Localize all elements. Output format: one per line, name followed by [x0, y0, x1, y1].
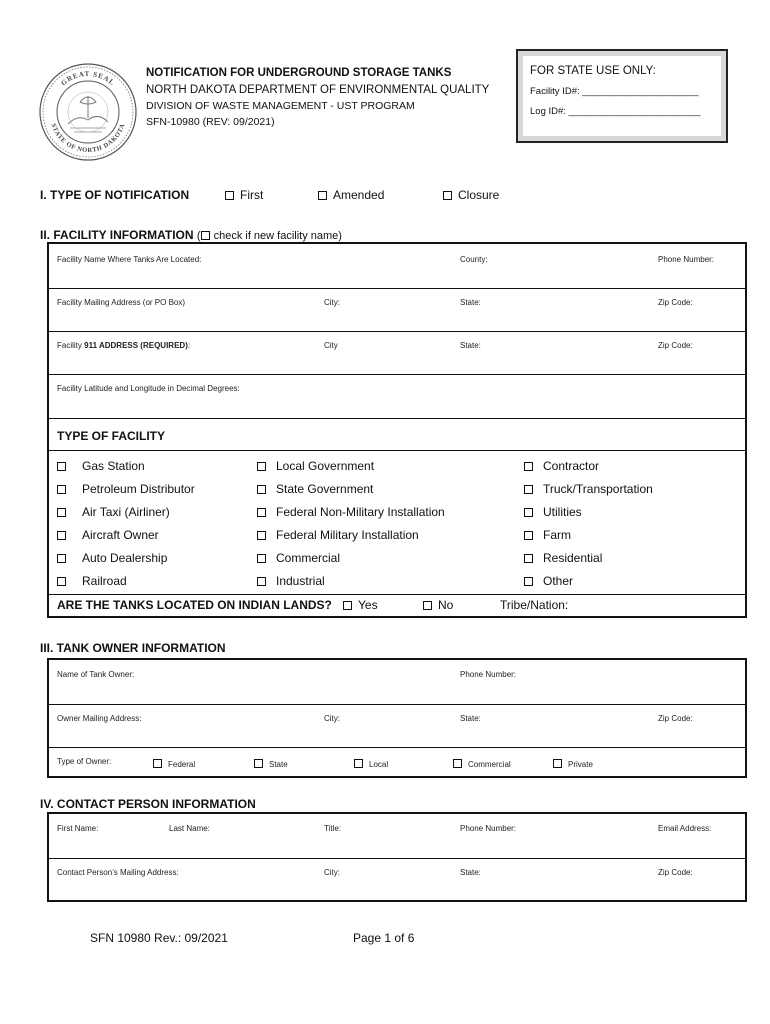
- contact-city-label: City:: [324, 868, 340, 877]
- section-contact-person: IV. CONTACT PERSON INFORMATION: [40, 797, 256, 811]
- owner-type-federal[interactable]: Federal: [153, 759, 195, 769]
- owner-type-private[interactable]: Private: [553, 759, 593, 769]
- checkbox[interactable]: [254, 759, 263, 768]
- facility-type-option[interactable]: Federal Military Installation: [257, 524, 445, 547]
- facility-type-option[interactable]: Railroad: [57, 570, 195, 593]
- form-title: NOTIFICATION FOR UNDERGROUND STORAGE TANKS: [146, 67, 452, 79]
- county-label: County:: [460, 255, 488, 264]
- owner-mailing-label: Owner Mailing Address:: [57, 714, 142, 723]
- type-of-facility-title: TYPE OF FACILITY: [57, 429, 166, 443]
- facility-type-option[interactable]: Air Taxi (Airliner): [57, 501, 195, 524]
- checkbox[interactable]: [57, 531, 66, 540]
- state-use-title: FOR STATE USE ONLY:: [530, 65, 656, 77]
- indian-lands-question: ARE THE TANKS LOCATED ON INDIAN LANDS?: [57, 598, 332, 612]
- checkbox[interactable]: [524, 508, 533, 517]
- notification-closure[interactable]: Closure: [443, 188, 499, 202]
- checkbox[interactable]: [354, 759, 363, 768]
- checkbox[interactable]: [524, 577, 533, 586]
- checkbox[interactable]: [257, 508, 266, 517]
- no-checkbox[interactable]: [423, 601, 432, 610]
- checkbox[interactable]: [257, 462, 266, 471]
- checkbox[interactable]: [524, 485, 533, 494]
- closure-checkbox[interactable]: [443, 191, 452, 200]
- checkbox[interactable]: [57, 554, 66, 563]
- checkbox[interactable]: [257, 531, 266, 540]
- facility-type-option[interactable]: Contractor: [524, 455, 653, 478]
- facility-type-option[interactable]: Residential: [524, 547, 653, 570]
- footer-page-number: Page 1 of 6: [353, 931, 415, 945]
- facility-type-col3: [524, 455, 653, 593]
- facility-type-option[interactable]: Other: [524, 570, 653, 593]
- division-name: DIVISION OF WASTE MANAGEMENT - UST PROGRAM: [146, 100, 415, 112]
- facility-type-option[interactable]: Federal Non-Military Installation: [257, 501, 445, 524]
- first-checkbox[interactable]: [225, 191, 234, 200]
- checkbox[interactable]: [257, 577, 266, 586]
- owner-type-local[interactable]: Local: [354, 759, 388, 769]
- checkbox[interactable]: [57, 577, 66, 586]
- facility-zip-label: Zip Code:: [658, 298, 693, 307]
- svg-text:GREAT SEAL: GREAT SEAL: [59, 69, 117, 88]
- yes-checkbox[interactable]: [343, 601, 352, 610]
- facility-type-option[interactable]: Farm: [524, 524, 653, 547]
- section-tank-owner: III. TANK OWNER INFORMATION: [40, 641, 226, 655]
- section-facility-info: II. FACILITY INFORMATION ( check if new facility name): [40, 228, 342, 242]
- section-type-of-notification: I. TYPE OF NOTIFICATION: [40, 188, 190, 202]
- facility-type-option[interactable]: Gas Station: [57, 455, 195, 478]
- department-name: NORTH DAKOTA DEPARTMENT OF ENVIRONMENTAL QUALITY: [146, 84, 490, 96]
- owner-state-label: State:: [460, 714, 481, 723]
- facility-type-option[interactable]: Utilities: [524, 501, 653, 524]
- contact-email-label: Email Address:: [658, 824, 712, 833]
- seal-icon: [38, 62, 138, 162]
- state-seal: [38, 62, 138, 162]
- owner-type-state[interactable]: State: [254, 759, 288, 769]
- contact-zip-label: Zip Code:: [658, 868, 693, 877]
- last-name-label: Last Name:: [169, 824, 210, 833]
- checkbox[interactable]: [524, 531, 533, 540]
- facility-911-label: Facility 911 ADDRESS (REQUIRED):: [57, 341, 191, 350]
- indian-lands-no[interactable]: No: [423, 598, 453, 612]
- checkbox[interactable]: [453, 759, 462, 768]
- facility-type-option[interactable]: Truck/Transportation: [524, 478, 653, 501]
- checkbox[interactable]: [57, 485, 66, 494]
- form-code: SFN-10980 (REV: 09/2021): [146, 116, 275, 128]
- footer-form-code: SFN 10980 Rev.: 09/2021: [90, 931, 228, 945]
- contact-phone-label: Phone Number:: [460, 824, 517, 833]
- checkbox[interactable]: [153, 759, 162, 768]
- owner-zip-label: Zip Code:: [658, 714, 693, 723]
- checkbox[interactable]: [257, 554, 266, 563]
- facility-type-option[interactable]: Commercial: [257, 547, 445, 570]
- facility-city-label: City:: [324, 298, 340, 307]
- owner-type-commercial[interactable]: Commercial: [453, 759, 511, 769]
- owner-type-label: Type of Owner:: [57, 757, 112, 766]
- first-name-label: First Name:: [57, 824, 99, 833]
- facility-name-label: Facility Name Where Tanks Are Located:: [57, 255, 202, 264]
- facility-type-option[interactable]: Local Government: [257, 455, 445, 478]
- facility-911-zip-label: Zip Code:: [658, 341, 693, 350]
- checkbox[interactable]: [524, 554, 533, 563]
- facility-mailing-label: Facility Mailing Address (or PO Box): [57, 298, 186, 307]
- contact-state-label: State:: [460, 868, 481, 877]
- facility-type-option[interactable]: Auto Dealership: [57, 547, 195, 570]
- tank-owner-box: [47, 658, 747, 778]
- contact-person-box: [47, 812, 747, 902]
- facility-911-state-label: State:: [460, 341, 481, 350]
- facility-type-option[interactable]: State Government: [257, 478, 445, 501]
- checkbox[interactable]: [57, 508, 66, 517]
- lat-long-label: Facility Latitude and Longitude in Decimal Degrees:: [57, 384, 240, 393]
- facility-type-option[interactable]: Industrial: [257, 570, 445, 593]
- checkbox[interactable]: [553, 759, 562, 768]
- tribe-nation-label: Tribe/Nation:: [500, 598, 569, 612]
- svg-text:STATE OF NORTH DAKOTA: STATE OF NORTH DAKOTA: [49, 122, 127, 155]
- facility-state-label: State:: [460, 298, 481, 307]
- notification-amended[interactable]: Amended: [318, 188, 384, 202]
- amended-checkbox[interactable]: [318, 191, 327, 200]
- facility-type-option[interactable]: Petroleum Distributor: [57, 478, 195, 501]
- owner-name-label: Name of Tank Owner:: [57, 670, 135, 679]
- contact-title-label: Title:: [324, 824, 342, 833]
- facility-911-city-label: City: [324, 341, 338, 350]
- facility-id-field[interactable]: Facility ID#: ______________________: [530, 86, 699, 97]
- facility-phone-label: Phone Number:: [658, 255, 715, 264]
- checkbox[interactable]: [524, 462, 533, 471]
- owner-city-label: City:: [324, 714, 340, 723]
- facility-type-option[interactable]: Aircraft Owner: [57, 524, 195, 547]
- owner-phone-label: Phone Number:: [460, 670, 517, 679]
- facility-type-col1: [57, 455, 195, 593]
- indian-lands-yes[interactable]: Yes: [343, 598, 378, 612]
- facility-type-col2: [257, 455, 445, 593]
- notification-first[interactable]: First: [225, 188, 263, 202]
- checkbox[interactable]: [57, 462, 66, 471]
- contact-mailing-label: Contact Person’s Mailing Address:: [57, 868, 179, 877]
- checkbox[interactable]: [257, 485, 266, 494]
- log-id-field[interactable]: Log ID#: _________________________: [530, 106, 701, 117]
- new-facility-name-checkbox[interactable]: [201, 231, 210, 240]
